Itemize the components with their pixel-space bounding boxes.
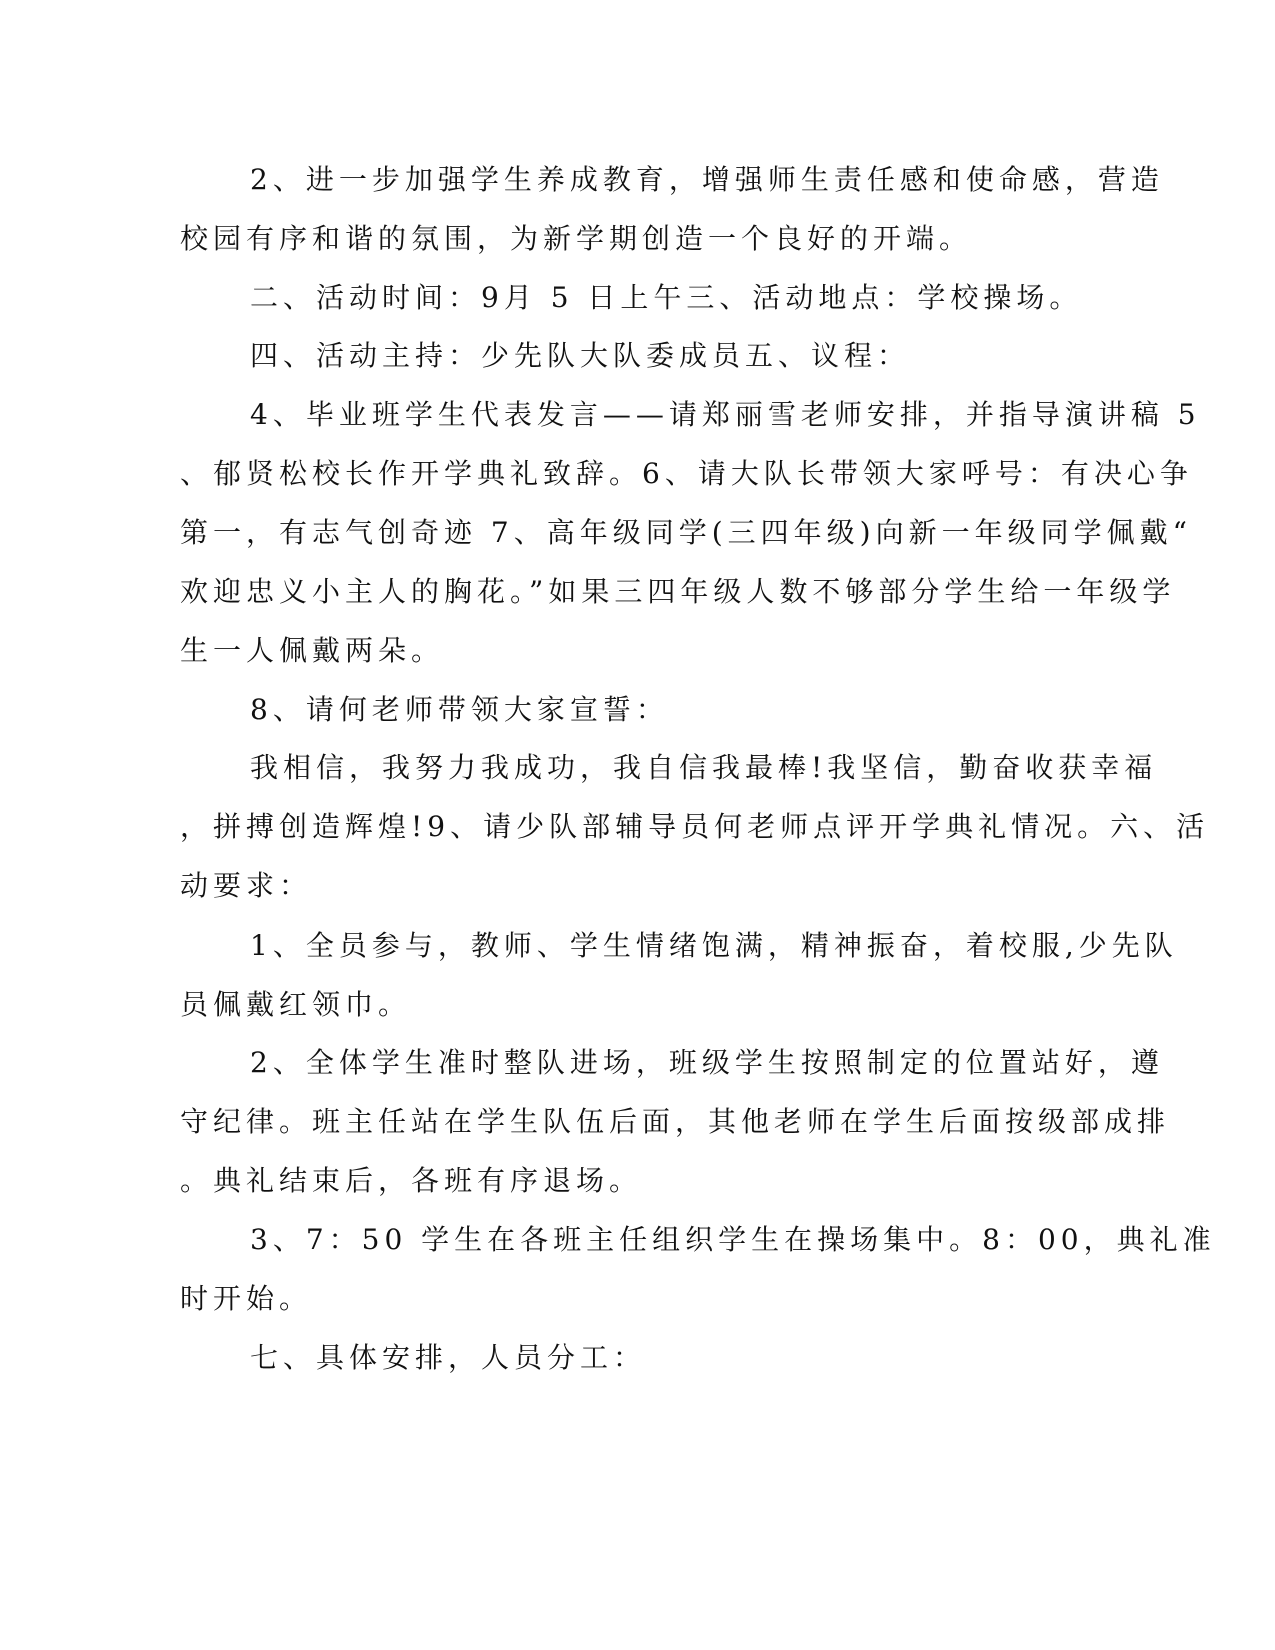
text-line: 8、请何老师带领大家宣誓：: [250, 693, 669, 726]
text-line: 二、活动时间：9月 5 日上午三、活动地点：学校操场。: [250, 281, 1083, 314]
text-line: 校园有序和谐的氛围，为新学期创造一个良好的开端。: [180, 222, 973, 255]
text-line: 。典礼结束后，各班有序退场。: [180, 1164, 643, 1197]
text-line: 4、毕业班学生代表发言——请郑丽雪老师安排，并指导演讲稿 5: [250, 398, 1201, 431]
text-line: 欢迎忠义小主人的胸花。”如果三四年级人数不够部分学生给一年级学: [180, 575, 1176, 608]
text-line: 员佩戴红领巾。: [180, 988, 412, 1021]
text-line: 第一，有志气创奇迹 7、高年级同学(三四年级)向新一年级同学佩戴“: [180, 516, 1192, 549]
text-line: 时开始。: [180, 1282, 313, 1315]
text-line: 四、活动主持：少先队大队委成员五、议程：: [250, 339, 911, 372]
text-line: ，拼搏创造辉煌!9、请少队部辅导员何老师点评开学典礼情况。六、活: [180, 810, 1210, 843]
text-line: 动要求：: [180, 869, 313, 902]
text-line: 七、具体安排，人员分工：: [250, 1341, 647, 1374]
text-line: 3、7：50 学生在各班主任组织学生在操场集中。8：00，典礼准: [250, 1223, 1216, 1256]
text-line: 生一人佩戴两朵。: [180, 634, 445, 667]
text-line: 1、全员参与，教师、学生情绪饱满，精神振奋，着校服,少先队: [250, 929, 1178, 962]
text-line: 、郁贤松校长作开学典礼致辞。6、请大队长带领大家呼号：有决心争: [180, 457, 1193, 490]
text-line: 2、全体学生准时整队进场，班级学生按照制定的位置站好，遵: [250, 1046, 1164, 1079]
text-line: 守纪律。班主任站在学生队伍后面，其他老师在学生后面按级部成排: [180, 1105, 1171, 1138]
text-line: 2、进一步加强学生养成教育，增强师生责任感和使命感，营造: [250, 163, 1164, 196]
text-line: 我相信，我努力我成功，我自信我最棒!我坚信，勤奋收获幸福: [250, 751, 1158, 784]
